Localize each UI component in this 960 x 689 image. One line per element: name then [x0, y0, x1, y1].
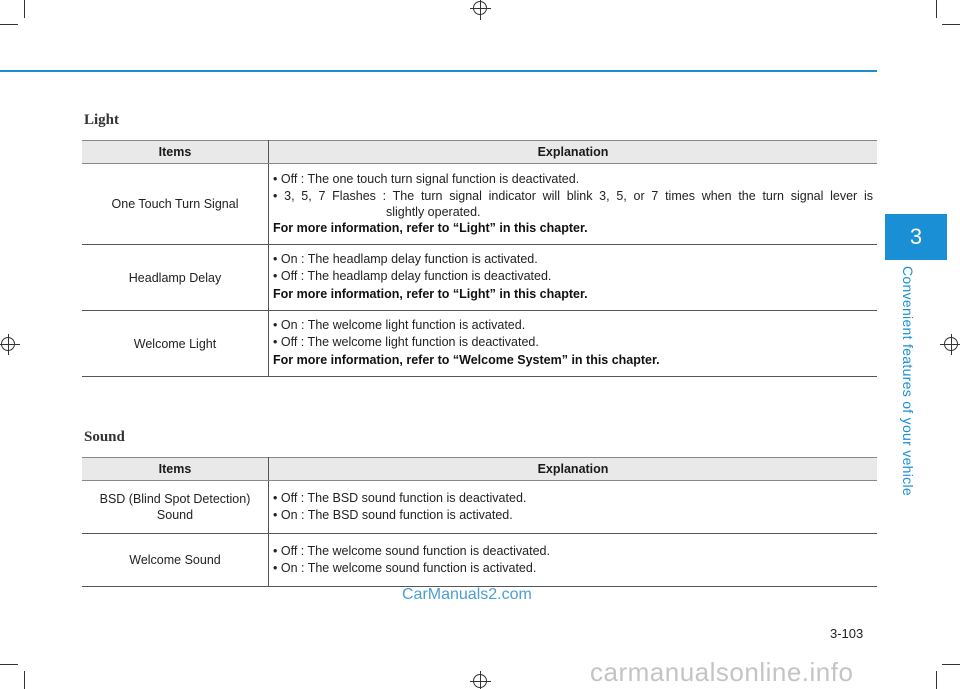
- light-table: [82, 140, 877, 377]
- explanation-line: • On : The welcome light function is activated.: [273, 318, 526, 332]
- reference-note: For more information, refer to “Light” in this chapter.: [273, 287, 588, 301]
- crop-mark: [24, 0, 25, 18]
- explanation-header: Explanation: [269, 141, 878, 164]
- header-rule: [0, 70, 877, 72]
- watermark-top: CarManuals2.com: [402, 586, 532, 603]
- table-row: [82, 481, 877, 534]
- explanation-line: • On : The headlamp delay function is activated.: [273, 252, 538, 266]
- crop-mark: [0, 24, 18, 25]
- explanation-line: • Off : The one touch turn signal function is deactivated.: [273, 171, 580, 186]
- sound-table: [82, 457, 877, 587]
- table-row: [82, 311, 877, 377]
- explanation-cell: [269, 311, 878, 377]
- reference-note: For more information, refer to “Welcome System” in this chapter.: [273, 353, 660, 367]
- registration-mark: [1, 337, 15, 351]
- crop-mark: [942, 664, 960, 665]
- explanation-line: • On : The welcome sound function is activated.: [273, 561, 537, 575]
- light-section-title: Light: [84, 112, 120, 128]
- item-bsd-sound: [82, 481, 269, 534]
- table-row: [82, 245, 877, 311]
- crop-mark: [936, 671, 937, 689]
- chapter-title-vertical: Convenient features of your vehicle: [900, 266, 916, 496]
- crop-mark: [0, 664, 18, 665]
- explanation-cell: [269, 481, 878, 534]
- table-header-row: [82, 458, 877, 481]
- crop-mark: [24, 671, 25, 689]
- table-header-row: [82, 141, 877, 164]
- crop-mark: [942, 24, 960, 25]
- explanation-cell: [269, 245, 878, 311]
- registration-mark: [473, 1, 487, 15]
- explanation-header: Explanation: [269, 458, 878, 481]
- crop-mark: [936, 0, 937, 18]
- item-label-line: Sound: [156, 508, 194, 522]
- explanation-line: • Off : The headlamp delay function is deactivated.: [273, 269, 552, 283]
- explanation-line: • Off : The welcome light function is deactivated.: [273, 335, 539, 349]
- sound-section-title: Sound: [84, 429, 125, 445]
- items-header: Items: [82, 141, 269, 164]
- reference-note: For more information, refer to “Light” in this chapter.: [273, 220, 588, 235]
- page-number: 3-103: [830, 626, 864, 641]
- item-welcome-light: Welcome Light: [82, 311, 269, 377]
- item-one-touch-turn-signal: One Touch Turn Signal: [82, 164, 269, 245]
- item-headlamp-delay: Headlamp Delay: [82, 245, 269, 311]
- item-label-line: BSD (Blind Spot Detection): [99, 492, 251, 506]
- explanation-line: • Off : The BSD sound function is deactivated.: [273, 491, 527, 505]
- explanation-continuation: slightly operated.: [386, 204, 481, 219]
- explanation-line: • Off : The welcome sound function is deactivated.: [273, 544, 550, 558]
- chapter-number-tab: 3: [885, 214, 947, 260]
- registration-mark: [944, 337, 958, 351]
- watermark-bottom: carmanualsonline.info: [590, 657, 854, 687]
- explanation-line: • 3, 5, 7 Flashes : The turn signal indicator will blink 3, 5, or 7 times when the turn signal lever is: [273, 188, 873, 203]
- table-row: [82, 164, 877, 245]
- item-welcome-sound: Welcome Sound: [82, 534, 269, 587]
- explanation-cell: [269, 534, 878, 587]
- explanation-line: • On : The BSD sound function is activated.: [273, 508, 513, 522]
- table-row: [82, 534, 877, 587]
- explanation-cell: [269, 164, 878, 245]
- registration-mark: [473, 674, 487, 688]
- items-header: Items: [82, 458, 269, 481]
